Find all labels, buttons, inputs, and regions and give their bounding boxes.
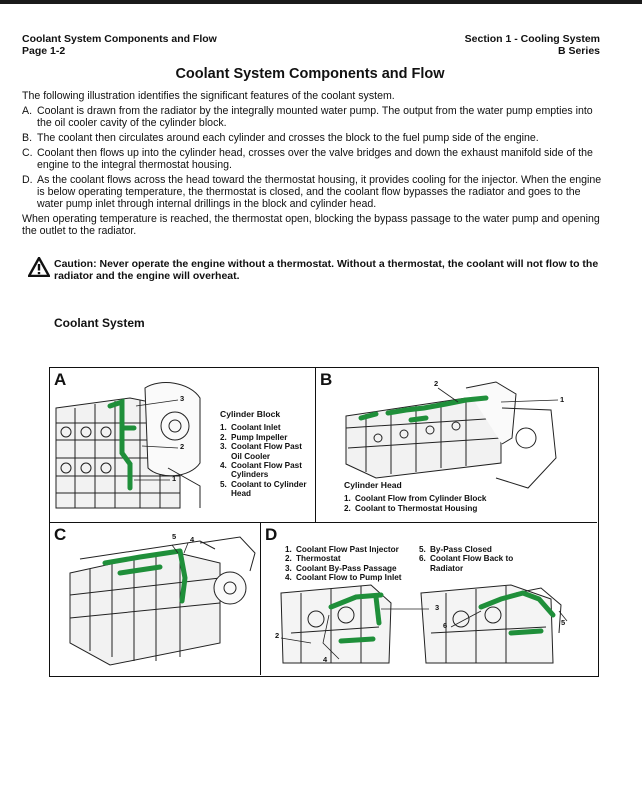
legend-title: Cylinder Head — [344, 480, 402, 490]
list-item — [22, 105, 602, 129]
panel-a — [50, 368, 315, 522]
thermostat-flow-illustration — [261, 523, 597, 675]
panel-letter: B — [320, 370, 333, 389]
legend-item: 3. Coolant By-Pass Passage — [285, 563, 397, 573]
panel-b-legend — [344, 481, 594, 513]
intro-paragraph: The following illustration identifies the significant features of the coolant system. — [22, 90, 395, 102]
legend-item: 2. Pump Impeller — [220, 432, 288, 442]
caution-text: Caution: Never operate the engine without a thermostat. Without a thermostat, the coolant will not flow to the radiator and the engine will overheat. — [54, 258, 599, 282]
panel-b — [315, 368, 597, 522]
callout-number: 5 — [561, 618, 566, 627]
header-title: Coolant System Components and Flow — [22, 33, 217, 45]
callout-number: 1 — [172, 474, 177, 483]
legend-item: 3. Coolant Flow Past Oil Cooler — [220, 442, 302, 461]
page-title: Coolant System Components and Flow — [175, 66, 445, 82]
item-text: The coolant then circulates around each cylinder and crosses the block to the fuel pump side of the engine. — [37, 132, 539, 144]
running-header-right — [465, 33, 600, 57]
top-border — [0, 0, 642, 4]
callout-number: 1 — [560, 395, 565, 404]
legend-item: 2. Thermostat — [285, 554, 341, 564]
section-subheading: Coolant System — [54, 316, 145, 330]
legend-item: 6. Coolant Flow Back to Radiator — [419, 554, 514, 573]
legend-item: 5. By-Pass Closed — [419, 545, 492, 554]
panel-letter: A — [54, 370, 67, 389]
callout-number: 4 — [190, 535, 195, 544]
list-item — [22, 147, 602, 171]
panel-d — [260, 522, 597, 675]
legend-item: 1. Coolant Flow Past Injector — [285, 545, 399, 554]
legend-item: 1. Coolant Inlet — [220, 423, 281, 433]
legend-item: 5. Coolant to Cylinder Head — [220, 479, 307, 499]
page-number: Page 1-2 — [22, 45, 66, 57]
legend-item: 4. Coolant Flow to Pump Inlet — [285, 573, 402, 583]
panel-letter: C — [54, 525, 67, 544]
series-name: B Series — [557, 45, 600, 57]
legend-item: 2. Coolant to Thermostat Housing — [344, 503, 478, 513]
panel-c — [50, 522, 260, 675]
list-item — [22, 174, 602, 210]
callout-number: 4 — [323, 655, 328, 664]
item-letter: D. — [22, 174, 33, 186]
warning-triangle-icon — [28, 257, 54, 280]
item-letter: B. — [22, 132, 33, 144]
callout-number: 5 — [172, 532, 177, 541]
panel-a-legend — [220, 410, 314, 499]
caution-notice — [28, 258, 603, 282]
legend-item: 1. Coolant Flow from Cylinder Block — [344, 494, 487, 504]
callout-number: 3 — [435, 603, 440, 612]
body-text — [22, 90, 602, 240]
callout-number: 2 — [434, 379, 439, 388]
legend-item: 4. Coolant Flow Past Cylinders — [220, 461, 302, 480]
item-letter: A. — [22, 105, 33, 117]
item-text: As the coolant flows across the head toward the thermostat housing, it provides cooling for the injector. When the engine is below operating temperature, the thermostat is closed, and the coolant flow bypasses the radiator and goes to the water pump inlet through internal drillings in the block and cylinder head. — [37, 174, 602, 210]
engine-coolant-flow-illustration — [50, 523, 260, 675]
closing-paragraph: When operating temperature is reached, the thermostat open, blocking the bypass passage to the water pump and opening the outlet to the radiator. — [22, 213, 600, 237]
coolant-system-figure — [49, 367, 599, 677]
section-name: Section 1 - Cooling System — [464, 33, 600, 45]
callout-number: 3 — [180, 394, 185, 403]
running-header-left — [22, 33, 217, 57]
item-text: Coolant is drawn from the radiator by the integrally mounted water pump. The output from the water pump empties into the oil cooler cavity of the cylinder block. — [37, 105, 593, 129]
list-item — [22, 132, 602, 144]
callout-number: 6 — [443, 621, 448, 630]
item-letter: C. — [22, 147, 33, 159]
panel-letter: D — [265, 525, 278, 544]
callout-number: 2 — [275, 631, 280, 640]
legend-title: Cylinder Block — [220, 409, 281, 419]
callout-number: 2 — [180, 442, 185, 451]
item-text: Coolant then flows up into the cylinder head, crosses over the valve bridges and down the exhaust manifold side of the engine to the integral thermostat housing. — [37, 147, 593, 171]
